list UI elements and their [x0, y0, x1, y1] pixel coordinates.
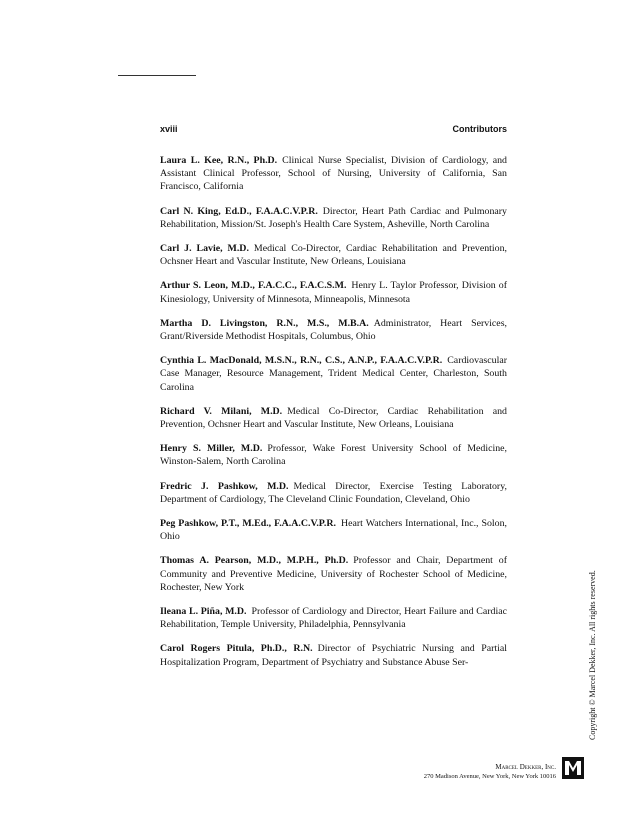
contributor-entry: [160, 605, 507, 631]
contributor-affiliation: Director of Psychiatric Nursing and Partial Hospitalization Program, Department of Psychiatry and Substance Abuse Ser-: [160, 643, 508, 668]
contributor-affiliation: Medical Co-Director, Cardiac Rehabilitation and Prevention, Ochsner Heart and Vascular Institute, New Orleans, Louisiana: [160, 243, 507, 268]
contributor-affiliation: Professor and Chair, Department of Community and Preventive Medicine, University of Rochester School of Medicine, Rochester, New York: [160, 555, 507, 593]
contributor-name: Richard V. Milani, M.D.: [160, 405, 283, 417]
contributor-affiliation: Clinical Nurse Specialist, Division of Cardiology, and Assistant Clinical Professor, School of Nursing, University of California, San Francisco, California: [160, 155, 507, 193]
contributor-entry: [160, 642, 507, 668]
publisher-name: Marcel Dekker, Inc.: [495, 763, 556, 771]
contributor-entry: [160, 279, 507, 305]
contributor-entry: [160, 442, 507, 468]
contributor-entry: [160, 554, 507, 594]
publisher-imprint: [424, 763, 556, 781]
contributor-name: Carl J. Lavie, M.D.: [160, 243, 249, 255]
contributor-affiliation: Heart Watchers International, Inc., Solon, Ohio: [160, 518, 507, 543]
page-number: xviii: [160, 124, 178, 134]
contributor-name: Laura L. Kee, R.N., Ph.D.: [160, 155, 278, 166]
contributor-name: Carl N. King, Ed.D., F.A.A.C.V.P.R.: [160, 205, 318, 217]
contributor-name: Cynthia L. MacDonald, M.S.N., R.N., C.S., A.N.P., F.A.A.C.V.P.R.: [160, 355, 443, 367]
contributor-name: Carol Rogers Pitula, Ph.D., R.N.: [160, 643, 313, 655]
page-header: [160, 124, 507, 134]
contributor-entry: [160, 405, 507, 431]
contributor-entry: [160, 317, 507, 343]
contributor-affiliation: Professor of Cardiology and Director, Heart Failure and Cardiac Rehabilitation, Temple University, Philadelphia, Pennsylvania: [160, 606, 507, 631]
contributor-entry: [160, 480, 507, 506]
contributor-affiliation: Medical Co-Director, Cardiac Rehabilitation and Prevention, Ochsner Heart and Vascular Institute, New Orleans, Louisiana: [160, 405, 507, 431]
contributor-affiliation: Professor, Wake Forest University School of Medicine, Winston-Salem, North Carolina: [160, 443, 507, 468]
contributor-name: Martha D. Livingston, R.N., M.S., M.B.A.: [160, 317, 369, 329]
top-rule: [118, 75, 196, 76]
contributor-entry: [160, 517, 507, 543]
copyright-notice: Copyright © Marcel Dekker, Inc. All rights reserved.: [588, 570, 597, 740]
contributor-affiliation: Director, Heart Path Cardiac and Pulmonary Rehabilitation, Mission/St. Joseph's Health Care System, Asheville, North Carolina: [160, 205, 507, 230]
contributor-entry: [160, 154, 507, 194]
contributor-name: Thomas A. Pearson, M.D., M.P.H., Ph.D.: [160, 555, 349, 567]
running-title: Contributors: [452, 124, 507, 134]
contributor-name: Fredric J. Pashkow, M.D.: [160, 480, 289, 492]
publisher-address: 270 Madison Avenue, New York, New York 10016: [423, 773, 556, 780]
contributor-entry: [160, 242, 507, 268]
publisher-logo-icon: [562, 757, 584, 779]
contributor-affiliation: Henry L. Taylor Professor, Division of Kinesiology, University of Minnesota, Minneapolis, Minnesota: [160, 280, 507, 305]
contributor-name: Peg Pashkow, P.T., M.Ed., F.A.A.C.V.P.R.: [160, 518, 336, 530]
contributor-affiliation: Medical Director, Exercise Testing Laboratory, Department of Cardiology, The Cleveland Clinic Foundation, Cleveland, Ohio: [160, 480, 507, 505]
contributor-entry: [160, 354, 507, 394]
contributor-name: Ileana L. Piña, M.D.: [160, 606, 247, 618]
contributor-name: Henry S. Miller, M.D.: [160, 443, 263, 455]
contributor-entry: [160, 205, 507, 231]
contributor-affiliation: Cardiovascular Case Manager, Resource Management, Trident Medical Center, Charleston, South Carolina: [160, 355, 507, 393]
contributor-affiliation: Administrator, Heart Services, Grant/Riverside Methodist Hospitals, Columbus, Ohio: [160, 317, 508, 343]
contributor-list: [160, 154, 507, 680]
contributor-name: Arthur S. Leon, M.D., F.A.C.C., F.A.C.S.M.: [160, 280, 347, 292]
